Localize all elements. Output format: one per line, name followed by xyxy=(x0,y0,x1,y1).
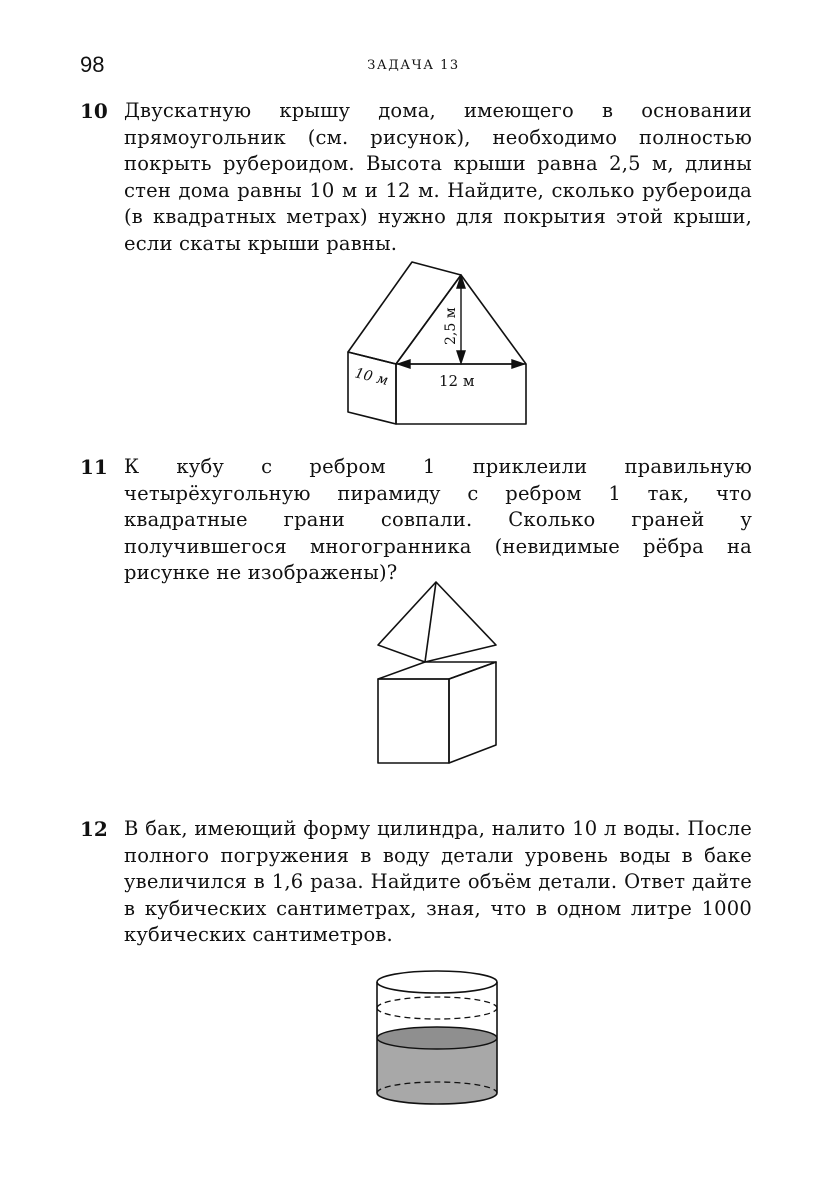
pyramid-outline xyxy=(378,582,496,662)
problem-text: В бак, имеющий форму цилиндра, налито 10 л воды. После полного погружения в воду детали уровень воды в баке увеличился в 1,6 раза. Найдите объём детали. Ответ дайте в кубических сантиметрах, зная, что в одном литре 1000 кубических сантиметров. xyxy=(124,817,752,946)
height-arrow-head-bottom xyxy=(457,351,465,363)
pyramid-cube-figure xyxy=(370,575,505,775)
pyramid-front-edge xyxy=(425,582,436,662)
problem-10 xyxy=(80,98,752,257)
height-label: 2,5 м xyxy=(443,307,459,345)
cylinder-tank-figure xyxy=(370,968,505,1110)
width-arrow-head-left xyxy=(398,360,410,368)
problem-11 xyxy=(80,454,752,587)
problem-number: 11 xyxy=(80,455,108,479)
problem-12 xyxy=(80,816,752,949)
house-roof-figure xyxy=(340,258,540,428)
problem-text: К кубу с ребром 1 приклеили правильную четырёхугольную пирамиду с ребром 1 так, что квадратные грани совпали. Сколько граней у получившегося многогранника (невидимые рёбра на рисунке не изображены)? xyxy=(124,455,752,584)
cube-side-face xyxy=(449,662,496,763)
width-arrow-head-right xyxy=(512,360,524,368)
width-label: 12 м xyxy=(439,372,475,390)
water-surface xyxy=(377,1027,497,1049)
running-head: ЗАДАЧА 13 xyxy=(367,58,460,73)
problem-text: Двускатную крышу дома, имеющего в основании прямоугольник (см. рисунок), необходимо полностью покрыть рубероидом. Высота крыши равна 2,5 м, длины стен дома равны 10 м и 12 м. Найдите, сколько рубероида (в квадратных метрах) нужно для покрытия этой крыши, если скаты крыши равны. xyxy=(124,99,752,255)
cube-top-face xyxy=(378,662,496,679)
tank-top-rim xyxy=(377,971,497,993)
raised-level-front xyxy=(377,1008,497,1019)
problem-number: 12 xyxy=(80,817,108,841)
problem-number: 10 xyxy=(80,99,108,123)
cube-front-face xyxy=(378,679,449,763)
raised-level-back xyxy=(377,997,497,1008)
depth-label: 10 м xyxy=(353,365,390,390)
page-number: 98 xyxy=(80,52,105,77)
